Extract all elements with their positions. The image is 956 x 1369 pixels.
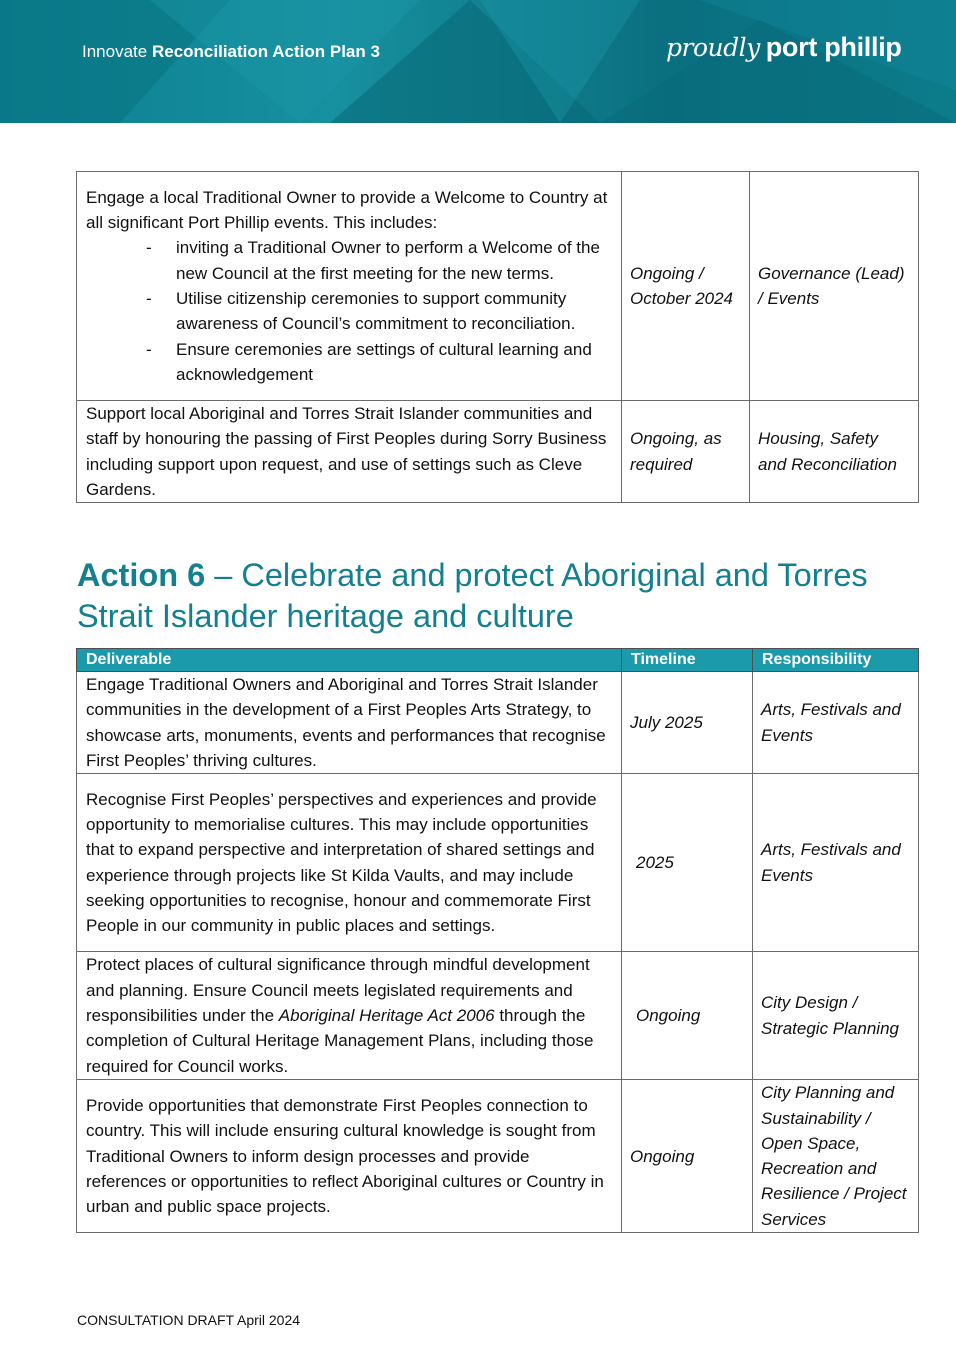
brand-word: port phillip [765,32,902,62]
list-item: - Ensure ceremonies are settings of cultural learning and acknowledgement [176,337,611,388]
report-title-bold: Reconciliation Action Plan 3 [151,42,380,61]
deliverable-cell: Recognise First Peoples’ perspectives and experiences and provide opportunity to memorialise cultures. This may include opportunities that to expand perspective and interpretation of shared settings and experience through projects like St Kilda Vaults, and may include seeking opportunities to recognise, honour and commemorate First People in our community in public places and settings. [77,774,622,952]
responsibility-cell: Arts, Festivals and Events [753,774,919,952]
deliverable-cell [77,952,622,1080]
deliverable-cell: Support local Aboriginal and Torres Strait Islander communities and staff by honouring the passing of First Peoples during Sorry Business including support upon request, and use of settings such as Cleve Gardens. [77,401,622,503]
deliverable-text-end: through the completion of Cultural Heritage Management Plans, including those required for Council works. [86,1006,594,1076]
timeline-cell: Ongoing [622,952,753,1080]
legislation-name: Aboriginal Heritage Act 2006 [278,1006,495,1026]
page-header [0,0,956,123]
column-header-timeline: Timeline [622,649,753,672]
action-6-deliverables-table [76,648,919,1233]
table-row [77,401,919,503]
report-title [82,42,380,62]
column-header-responsibility: Responsibility [753,649,919,672]
continued-deliverables-table [76,171,919,503]
responsibility-cell: Governance (Lead) / Events [750,172,919,401]
responsibility-cell: Arts, Festivals and Events [753,672,919,774]
table-header-row [77,649,919,672]
table-row [77,774,919,952]
deliverable-cell [77,172,622,401]
timeline-cell: 2025 [622,774,753,952]
deliverable-bullet-list [86,235,611,387]
responsibility-cell: Housing, Safety and Reconciliation [750,401,919,503]
report-title-prefix: Innovate [82,42,148,61]
table-row [77,172,919,401]
footer-draft-label: CONSULTATION DRAFT April 2024 [77,1312,301,1328]
brand-logo [666,32,902,72]
deliverable-text-start: Protect places of cultural significance through mindful development and planning. Ensure Council meets legislated requirements and responsibilities under the [86,955,590,1026]
table-row [77,952,919,1080]
timeline-cell: July 2025 [622,672,753,774]
timeline-cell: Ongoing [622,1080,753,1233]
brand-script: proudly [666,33,760,62]
responsibility-cell: City Design / Strategic Planning [753,952,919,1080]
timeline-cell: Ongoing, as required [622,401,750,503]
table-row [77,1080,919,1233]
deliverable-intro: Engage a local Traditional Owner to provide a Welcome to Country at all significant Port Phillip events. This includes: [86,187,608,233]
action-heading [77,555,917,637]
responsibility-cell: City Planning and Sustainability / Open Space, Recreation and Resilience / Project Services [753,1080,919,1233]
action-title: – Celebrate and protect Aboriginal and Torres Strait Islander heritage and culture [77,557,868,634]
list-item: - Utilise citizenship ceremonies to support community awareness of Council’s commitment to reconciliation. [176,286,611,337]
action-number: Action 6 [77,557,206,593]
column-header-deliverable: Deliverable [77,649,622,672]
timeline-cell: Ongoing / October 2024 [622,172,750,401]
table-row [77,672,919,774]
deliverable-cell: Provide opportunities that demonstrate First Peoples connection to country. This will include ensuring cultural knowledge is sought from Traditional Owners to inform design processes and provide references or opportunities to reflect Aboriginal cultures or Country in urban and public space projects. [77,1080,622,1233]
deliverable-cell: Engage Traditional Owners and Aboriginal and Torres Strait Islander communities in the development of a First Peoples Arts Strategy, to showcase arts, monuments, events and performances that recognise First Peoples’ thriving cultures. [77,672,622,774]
list-item: - inviting a Traditional Owner to perform a Welcome of the new Council at the first meeting for the new terms. [176,235,611,286]
